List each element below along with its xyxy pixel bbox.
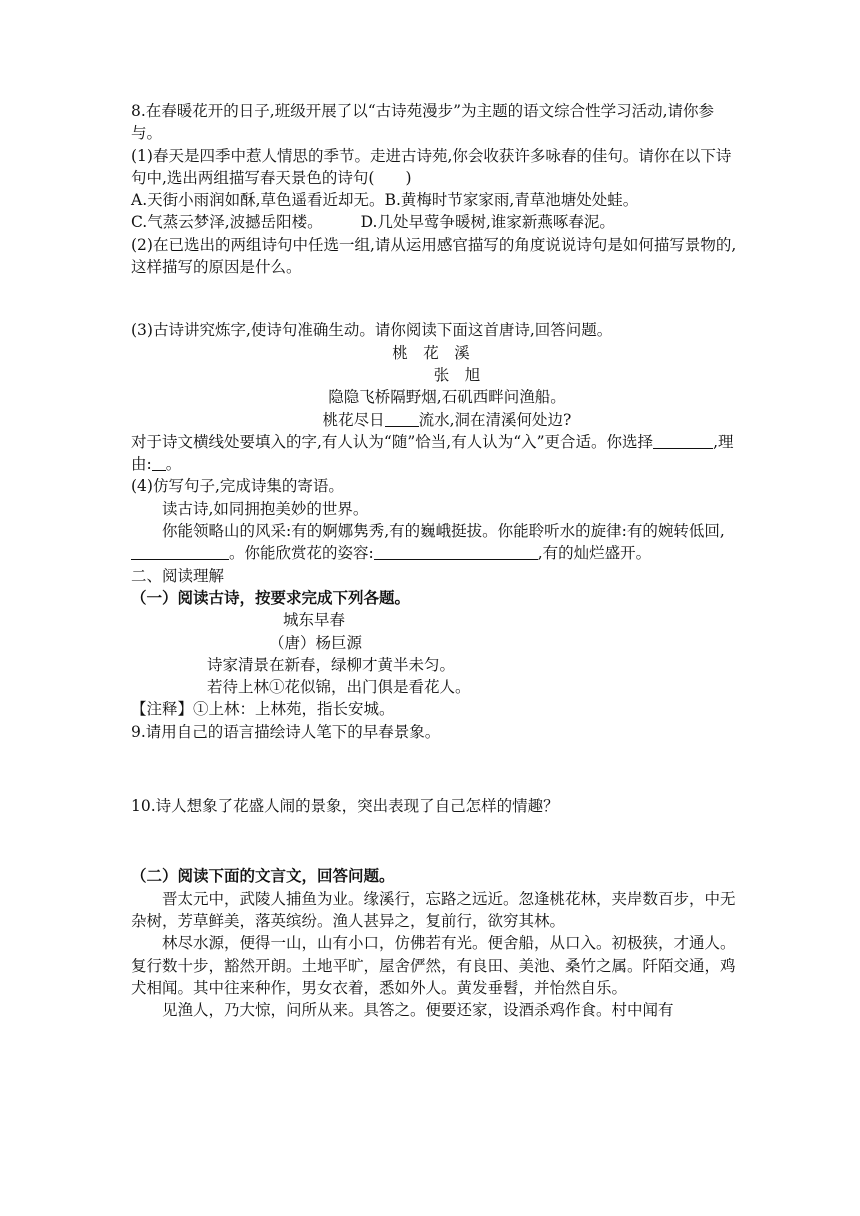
option-c: C.气蒸云梦泽,波撼岳阳楼。 [131,213,323,232]
q8-part4-line1: 读古诗,如同拥抱美妙的世界。 [162,499,369,518]
question-10: 10.诗人想象了花盛人闹的景象，突出表现了自己怎样的情趣？ [131,797,559,816]
passage-para-1: 晋太元中，武陵人捕鱼为业。缘溪行，忘路之远近。忽逢桃花林，夹岸数百步，中无杂树，芳草鲜美，落英缤纷。渔人甚异之，复前行，欲穷其林。 [131,889,736,930]
reason-blank[interactable] [152,455,166,472]
poem2-author: （唐）杨巨源 [269,633,363,652]
poem2-line-2: 若待上林①花似锦，出门俱是看花人。 [207,678,471,697]
q8-part3-question: 对于诗文横线处要填入的字,有人认为“随”恰当,有人认为“入”更合适。你选择 ,理由: 。 [131,432,734,474]
fill-blank[interactable] [385,410,419,427]
poem-line-1: 隐隐飞桥隔野烟,石矶西畔问渔船。 [328,388,566,407]
q8-part4-line2: 你能领略山的风采:有的婀娜隽秀,有的巍峨挺拔。你能聆听水的旋律:有的婉转低回,。你能欣赏花的姿容: ,有的灿烂盛开。 [131,520,743,565]
answer-space [131,278,743,319]
question-9: 9.请用自己的语言描绘诗人笔下的早春景象。 [131,722,441,741]
poem-title: 桃 花 溪 [392,343,470,362]
answer-space [131,817,743,865]
q8-options-ab [131,189,743,211]
option-a: A.天街小雨润如酥,草色遥看近却无。 [131,191,385,210]
poem2-title: 城东早春 [283,611,346,630]
poem-line-2: 桃花尽日 流水,洞在清溪何处边? [322,410,572,429]
q8-part1: (1)春天是四季中惹人情思的季节。走进古诗苑,你会收获许多咏春的佳句。请你在以下诗句中,选出两组描写春天景色的诗句( ) [131,146,732,187]
option-d: D.几处早莺争暖树,谁家新燕啄春泥。 [360,213,615,232]
imitation-blank-2[interactable] [374,544,538,561]
part-2-heading: （二）阅读下面的文言文，回答问题。 [131,866,395,886]
option-b: B.黄梅时节家家雨,青草池塘处处蛙。 [384,191,639,210]
q8-intro: 8.在春暖花开的日子,班级开展了以“古诗苑漫步”为主题的语文综合性学习活动,请你参与。 [131,102,714,143]
poem2-note: 【注释】①上林：上林苑，指长安城。 [131,700,395,719]
q8-part3: (3)古诗讲究炼字,使诗句准确生动。请你阅读下面这首唐诗,回答问题。 [131,321,613,340]
q8-part4: (4)仿写句子,完成诗集的寄语。 [131,477,344,496]
document-content [131,100,743,1021]
section-2-heading: 二、阅读理解 [131,566,225,585]
imitation-blank-1[interactable] [131,544,229,561]
passage-para-3: 见渔人，乃大惊，问所从来。具答之。便要还家，设酒杀鸡作食。村中闻有 [162,1001,674,1020]
poem2-line-1: 诗家清景在新春，绿柳才黄半未匀。 [207,655,456,674]
choice-blank[interactable] [653,432,713,449]
answer-space [131,743,743,795]
q8-part2: (2)在已选出的两组诗句中任选一组,请从运用感官描写的角度说说诗句是如何描写景物的,这样描写的原因是什么。 [131,235,737,277]
poem-author: 张 旭 [433,365,481,384]
passage-para-2: 林尽水源，便得一山，山有小口，仿佛若有光。便舍船，从口入。初极狭，才通人。复行数十步，豁然开朗。土地平旷，屋舍俨然，有良田、美池、桑竹之属。阡陌交通，鸡犬相闻。其中往来种作，男女衣着，悉如外人。黄发垂髫，并怡然自乐。 [131,934,736,997]
q8-options-cd [131,211,743,233]
part-1-heading: （一）阅读古诗，按要求完成下列各题。 [131,587,411,607]
